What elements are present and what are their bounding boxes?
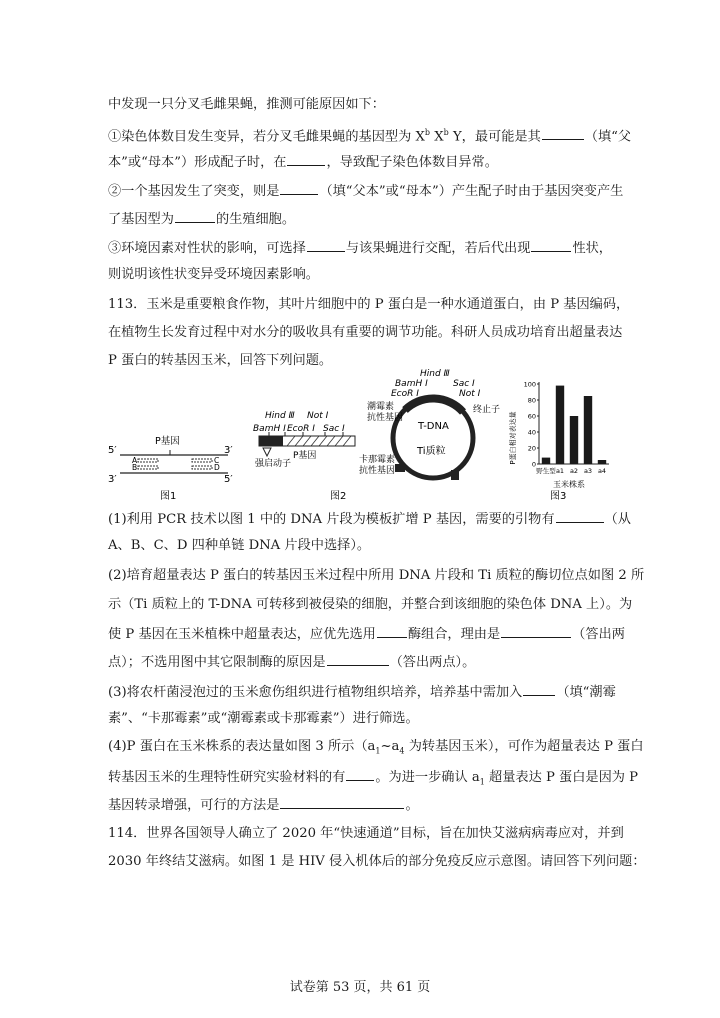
page-footer: 试卷第 53 页，共 61 页 (289, 980, 431, 995)
ti-label: Ti质粒 (417, 446, 446, 457)
site-label: BamH Ⅰ (253, 424, 286, 434)
kan-gene-block (395, 464, 405, 472)
site-label: Sac Ⅰ (453, 379, 475, 389)
marker-block (451, 470, 459, 480)
x-tick-label: a3 (583, 467, 593, 475)
text-line: 中发现一只分叉毛雌果蝇，推测可能原因如下： (108, 97, 385, 112)
promoter-block (259, 436, 283, 446)
answer-blank[interactable] (531, 238, 571, 252)
resistance-label: 抗性基因 (367, 413, 404, 423)
resistance-label: 卡那霉素 (359, 455, 396, 465)
bar-a1 (556, 386, 564, 464)
y-tick-label: 0 (531, 460, 536, 469)
end-label: 3′ (224, 445, 233, 456)
answer-blank[interactable] (542, 126, 584, 140)
bar-a2 (570, 416, 578, 464)
promoter-label: 强启动子 (255, 459, 292, 469)
terminator-label: 终止子 (473, 405, 501, 415)
figure-2-vector (245, 366, 515, 506)
question-114-stem: 114．世界各国领导人确立了 2020 年“快速通道”目标，旨在加快艾滋病病毒应对，并到 (108, 826, 624, 841)
primer-C (192, 459, 212, 462)
x-tick-label: a1 (555, 467, 565, 475)
figure-caption: 图1 (160, 491, 177, 502)
text-line: 转基因玉米的生理特性研究实验材料的有 。为进一步确认 $a_1$ 超量表达 P 蛋白是因为 P (108, 767, 608, 792)
q4: (4)P 蛋白在玉米株系的表达量如图 3 所示（$a_1\sim a_4$ 为转基因玉米），可作为超量表达 P 蛋白 (108, 739, 644, 756)
text-line: 示（Ti 质粒上的 T-DNA 可转移到被侵染的细胞，并整合到该细胞的染色体 DNA 上）。为 (108, 597, 633, 612)
answer-blank[interactable] (175, 209, 215, 223)
primer-label: A (132, 456, 138, 465)
site-label: Not Ⅰ (307, 411, 329, 421)
text-line: 则说明该性状变异受环境因素影响。 (108, 267, 319, 282)
primer-B (138, 466, 158, 469)
y-tick-label: 60 (527, 412, 536, 421)
q3: (3)将农杆菌浸泡过的玉米愈伤组织进行植物组织培养，培养基中需加入 （填“潮霉 (108, 682, 608, 702)
x-tick-label: a2 (569, 467, 579, 475)
q1: (1)利用 PCR 技术以图 1 中的 DNA 片段为模板扩增 P 基因，需要的引物有 （从 (108, 509, 608, 529)
answer-blank[interactable] (287, 152, 325, 166)
text-line: 点）；不选用图中其它限制酶的原因是 （答出两点）。 (108, 652, 608, 672)
answer-blank[interactable] (377, 624, 407, 638)
resistance-label: 潮霉素 (367, 402, 395, 412)
arrow-icon (263, 448, 271, 456)
answer-blank[interactable] (501, 624, 571, 638)
text-line: 使 P 基因在玉米植株中超量表达，应优先选用 酶组合，理由是 （答出两 (108, 624, 608, 644)
text-line: 在植物生长发育过程中对水分的吸收具有重要的调节功能。科研人员成功培育出超量表达 (108, 325, 623, 340)
end-label: 3′ (108, 474, 117, 485)
text-line: 基因转录增强，可行的方法是 。 (108, 795, 608, 815)
bar-a3 (584, 396, 592, 464)
primer-D (192, 466, 212, 469)
gene-label: P基因 (293, 451, 317, 461)
answer-blank[interactable] (307, 238, 345, 252)
text-line: 素”、“卡那霉素”或“潮霉素或卡那霉素”）进行筛选。 (108, 711, 419, 726)
answer-blank[interactable] (327, 652, 389, 666)
site-label: Hind Ⅲ (420, 369, 450, 379)
end-label: 5′ (224, 474, 233, 485)
y-tick-label: 20 (527, 444, 536, 453)
q2: (2)培育超量表达 P 蛋白的转基因玉米过程中所用 DNA 片段和 Ti 质粒的酶切位点如图 2 所 (108, 568, 645, 583)
text-line: 了基因型为 的生殖细胞。 (108, 209, 608, 229)
x-axis-label: 玉米株系 (553, 480, 585, 489)
text-line: 本”或“母本”）形成配子时，在 ，导致配子染色体数目异常。 (108, 152, 608, 172)
site-label: BamH Ⅰ (395, 379, 428, 389)
answer-blank[interactable] (280, 795, 404, 809)
text-line: ①染色体数目发生变异，若分叉毛雌果蝇的基因型为 $X^b$ $X^b$ Y，最可能是其 （填“父 (108, 128, 632, 145)
text-line: A、B、C、D 四种单链 DNA 片段中选择）。 (108, 538, 371, 553)
text-line: ②一个基因发生了突变，则是 （填“父本”或“母本”）产生配子时由于基因突变产生 (108, 181, 608, 201)
bar-a4 (598, 460, 606, 464)
answer-blank[interactable] (523, 682, 555, 696)
y-tick-label: 100 (523, 380, 536, 389)
x-tick-label: 野生型 (536, 467, 556, 475)
primer-label: D (214, 463, 220, 472)
figure-caption: 图2 (330, 491, 347, 502)
end-label: 5′ (108, 445, 117, 456)
figure-3-bar-chart (505, 366, 615, 506)
answer-blank[interactable] (280, 181, 318, 195)
text-line: 2030 年终结艾滋病。如图 1 是 HIV 侵入机体后的部分免疫反应示意图。请回答下列问题： (108, 854, 646, 869)
text-line: P 蛋白的转基因玉米，回答下列问题。 (108, 353, 333, 368)
site-label: EcoR Ⅰ (391, 389, 419, 399)
gene-label: P基因 (155, 436, 180, 447)
y-tick-label: 80 (527, 396, 536, 405)
figures-row (100, 366, 620, 506)
site-label: Not Ⅰ (459, 389, 481, 399)
text-line: ③环境因素对性状的影响，可选择 与该果蝇进行交配，若后代出现 性状， (108, 238, 608, 258)
x-tick-label: a4 (597, 467, 607, 475)
bar-野生型 (542, 458, 550, 464)
figure-caption: 图3 (550, 491, 567, 502)
primer-label: B (132, 463, 138, 472)
site-label: EcoR Ⅰ (287, 424, 315, 434)
answer-blank[interactable] (346, 767, 374, 781)
primer-label: C (214, 456, 220, 465)
resistance-label: 抗性基因 (359, 466, 396, 476)
y-tick-label: 40 (527, 428, 536, 437)
tdna-label: T-DNA (418, 421, 449, 432)
answer-blank[interactable] (556, 509, 604, 523)
t-dna-region (405, 399, 463, 412)
y-axis-label: P蛋白相对表达量 (509, 411, 517, 465)
question-113-stem: 113．玉米是重要粮食作物，其叶片细胞中的 P 蛋白是一种水通道蛋白，由 P 基因编码， (108, 297, 630, 312)
site-label: Hind Ⅲ (265, 411, 295, 421)
figure-1-dna (100, 366, 240, 506)
site-label: Sac Ⅰ (323, 424, 345, 434)
primer-A (138, 459, 158, 462)
